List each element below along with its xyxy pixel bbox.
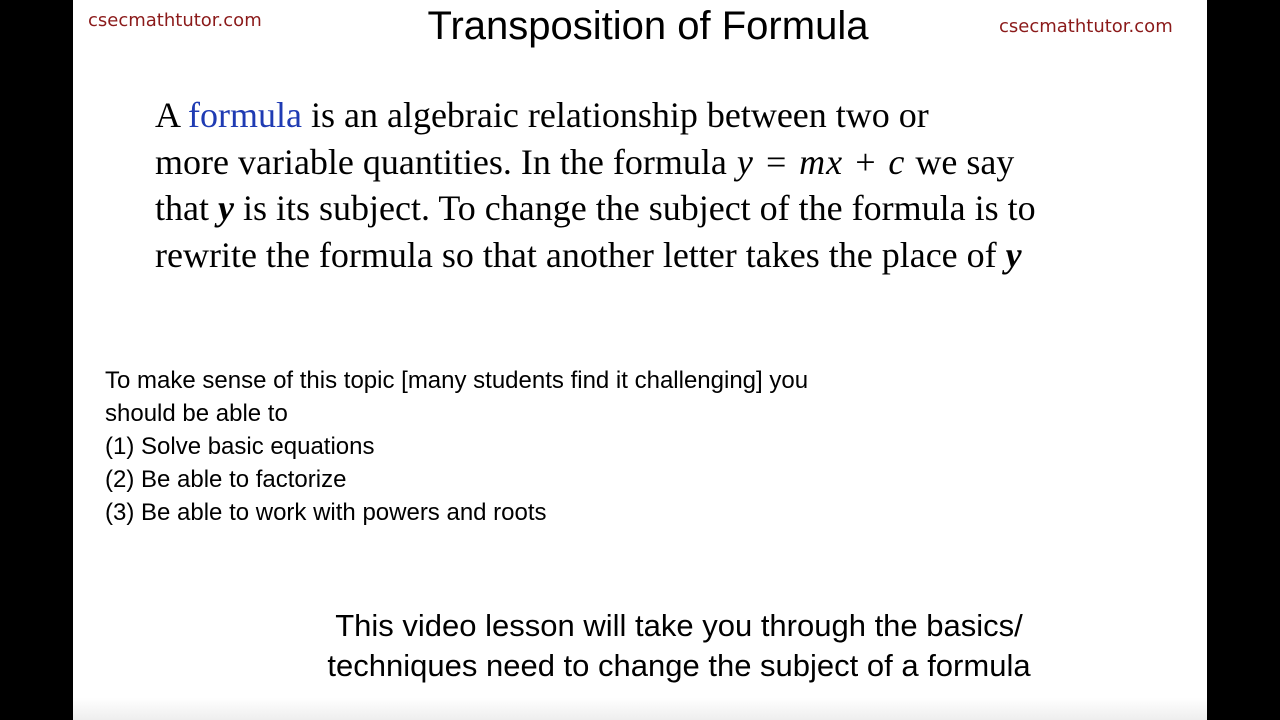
definition-text: rewrite the formula so that another letter takes the place of [155,234,1006,275]
subject-variable: y [217,188,234,228]
definition-line-3 [155,185,1165,232]
definition-line-2 [155,139,1165,186]
closing-line: This video lesson will take you through the basics/ [335,608,1023,643]
definition-line-4 [155,232,1165,279]
list-item: (2) Be able to factorize [105,466,347,493]
closing-line: techniques need to change the subject of a formula [327,648,1031,683]
slide-title: Transposition of Formula [427,4,869,48]
definition-text: more variable quantities. In the formula [155,141,727,182]
bottom-strip [73,698,1207,720]
definition-text: is an algebraic relationship between two or [301,95,929,135]
closing-statement [73,606,1207,686]
subject-variable: y [1005,234,1022,275]
definition-text: that [155,188,218,228]
definition-text: A [155,95,189,135]
prerequisites-intro: To make sense of this topic [many students find it challenging] you [105,367,809,394]
definition-text: is its subject. To change the subject of the formula is to [233,188,1036,228]
slide [73,0,1207,720]
watermark-left: csecmathtutor.com [88,10,262,31]
list-item: (1) Solve basic equations [105,433,375,460]
definition-paragraph [155,92,1165,278]
formula-keyword: formula [188,95,302,135]
prerequisites-list [105,364,808,529]
watermark-right: csecmathtutor.com [999,16,1173,37]
definition-text: we say [915,141,1015,182]
prerequisites-intro: should be able to [105,400,288,427]
formula-equation: y = mx + c [736,141,906,182]
list-item: (3) Be able to work with powers and roots [105,499,547,526]
definition-line-1 [155,92,1165,139]
